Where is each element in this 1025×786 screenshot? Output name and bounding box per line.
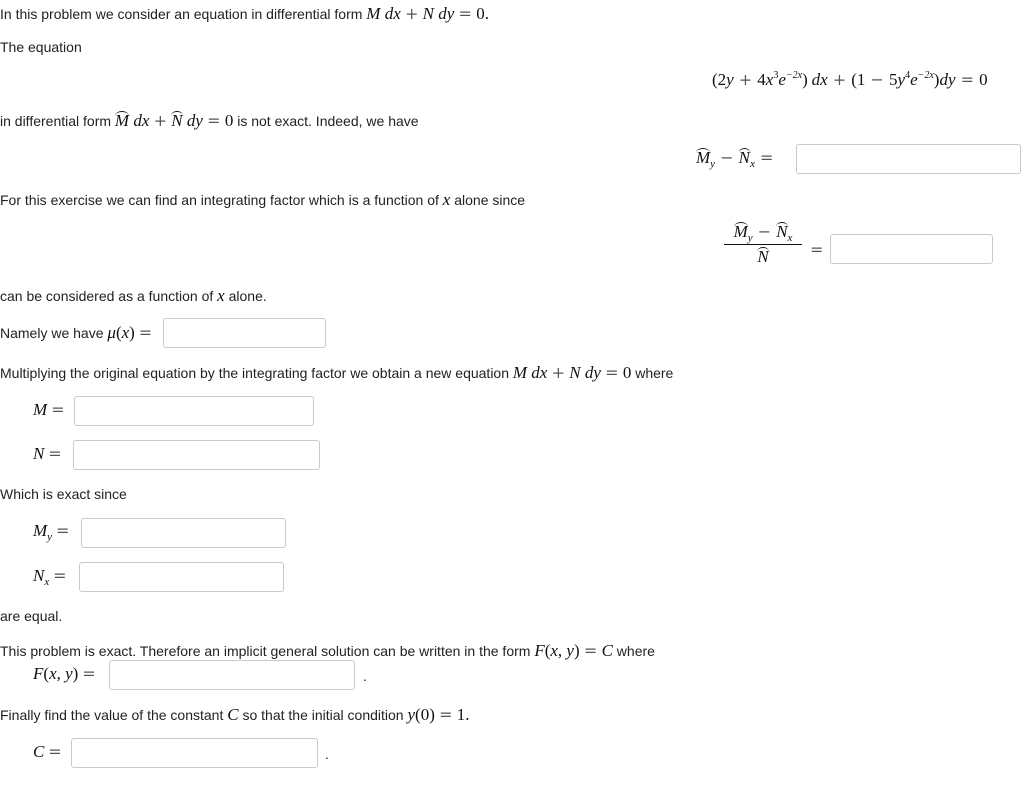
alone-pre: can be considered as a function of (0, 288, 214, 304)
m-input[interactable] (74, 396, 314, 426)
my-label: $M_y$ = (33, 521, 70, 543)
exact-equation: F(x, y) = C (534, 641, 613, 660)
ratio-denominator: N (757, 247, 769, 266)
c-input[interactable] (71, 738, 318, 768)
mu-input[interactable] (163, 318, 326, 348)
final-mid: so that the initial condition (242, 707, 404, 723)
ratio-numerator: $M_y - N_x$ (733, 222, 793, 244)
mu-pre: Namely we have (0, 325, 104, 341)
if-text-post: alone since (454, 192, 526, 208)
nx-label: $N_x$ = (33, 566, 67, 588)
f-input[interactable] (109, 660, 355, 690)
multiply-equation: M dx + N dy = 0 (512, 363, 632, 382)
final-equation: y(0) = 1. (407, 705, 470, 724)
intro-line (0, 4, 489, 24)
alone-line (0, 286, 267, 306)
the-equation-text: The equation (0, 39, 82, 55)
n-label: N = (33, 444, 62, 463)
c-label: C = (33, 742, 62, 761)
if-text-var: x (442, 190, 451, 209)
ratio-fraction (724, 222, 802, 267)
final-var: C (227, 705, 239, 724)
not-exact-line (0, 111, 419, 131)
c-period: . (325, 746, 329, 762)
which-exact-text: Which is exact since (0, 486, 127, 502)
alone-var: x (217, 286, 225, 305)
exact-line (0, 641, 655, 661)
main-equation: $(2y + 4x^3e^{-2x})$ dx + $(1 - 5y^4e^{-2x})dy = 0$ (712, 70, 988, 89)
multiply-post: where (635, 365, 674, 381)
mu-line: Namely we have μ(x) = (0, 323, 153, 342)
fraction-bar (724, 244, 802, 245)
f-period: . (363, 668, 367, 684)
ratio-equals: = (810, 240, 824, 259)
nx-input[interactable] (79, 562, 284, 592)
not-exact-post: is not exact. Indeed, we have (237, 113, 419, 129)
intro-equation: M dx + N dy = 0. (366, 4, 489, 23)
final-pre: Finally find the value of the constant (0, 707, 224, 723)
final-line (0, 705, 470, 725)
exact-post: where (616, 643, 655, 659)
ratio-input[interactable] (830, 234, 993, 264)
diff-input[interactable] (796, 144, 1021, 174)
multiply-pre: Multiplying the original equation by the integrating factor we obtain a new equation (0, 365, 509, 381)
multiply-line (0, 363, 673, 383)
n-input[interactable] (73, 440, 320, 470)
m-label: M = (33, 400, 65, 419)
integrating-factor-line (0, 190, 525, 210)
alone-post: alone. (228, 288, 267, 304)
my-input[interactable] (81, 518, 286, 548)
exact-pre: This problem is exact. Therefore an implicit general solution can be written in the form (0, 643, 531, 659)
not-exact-pre: in differential form (0, 113, 112, 129)
intro-text: In this problem we consider an equation in differential form (0, 6, 363, 22)
f-label: F(x, y) = (33, 664, 96, 683)
if-text-pre: For this exercise we can find an integrating factor which is a function of (0, 192, 439, 208)
diff-label: $M_y - N_x$ = (696, 148, 774, 170)
not-exact-equation: M dx + N dy = 0 (114, 111, 234, 130)
are-equal-text: are equal. (0, 608, 63, 624)
